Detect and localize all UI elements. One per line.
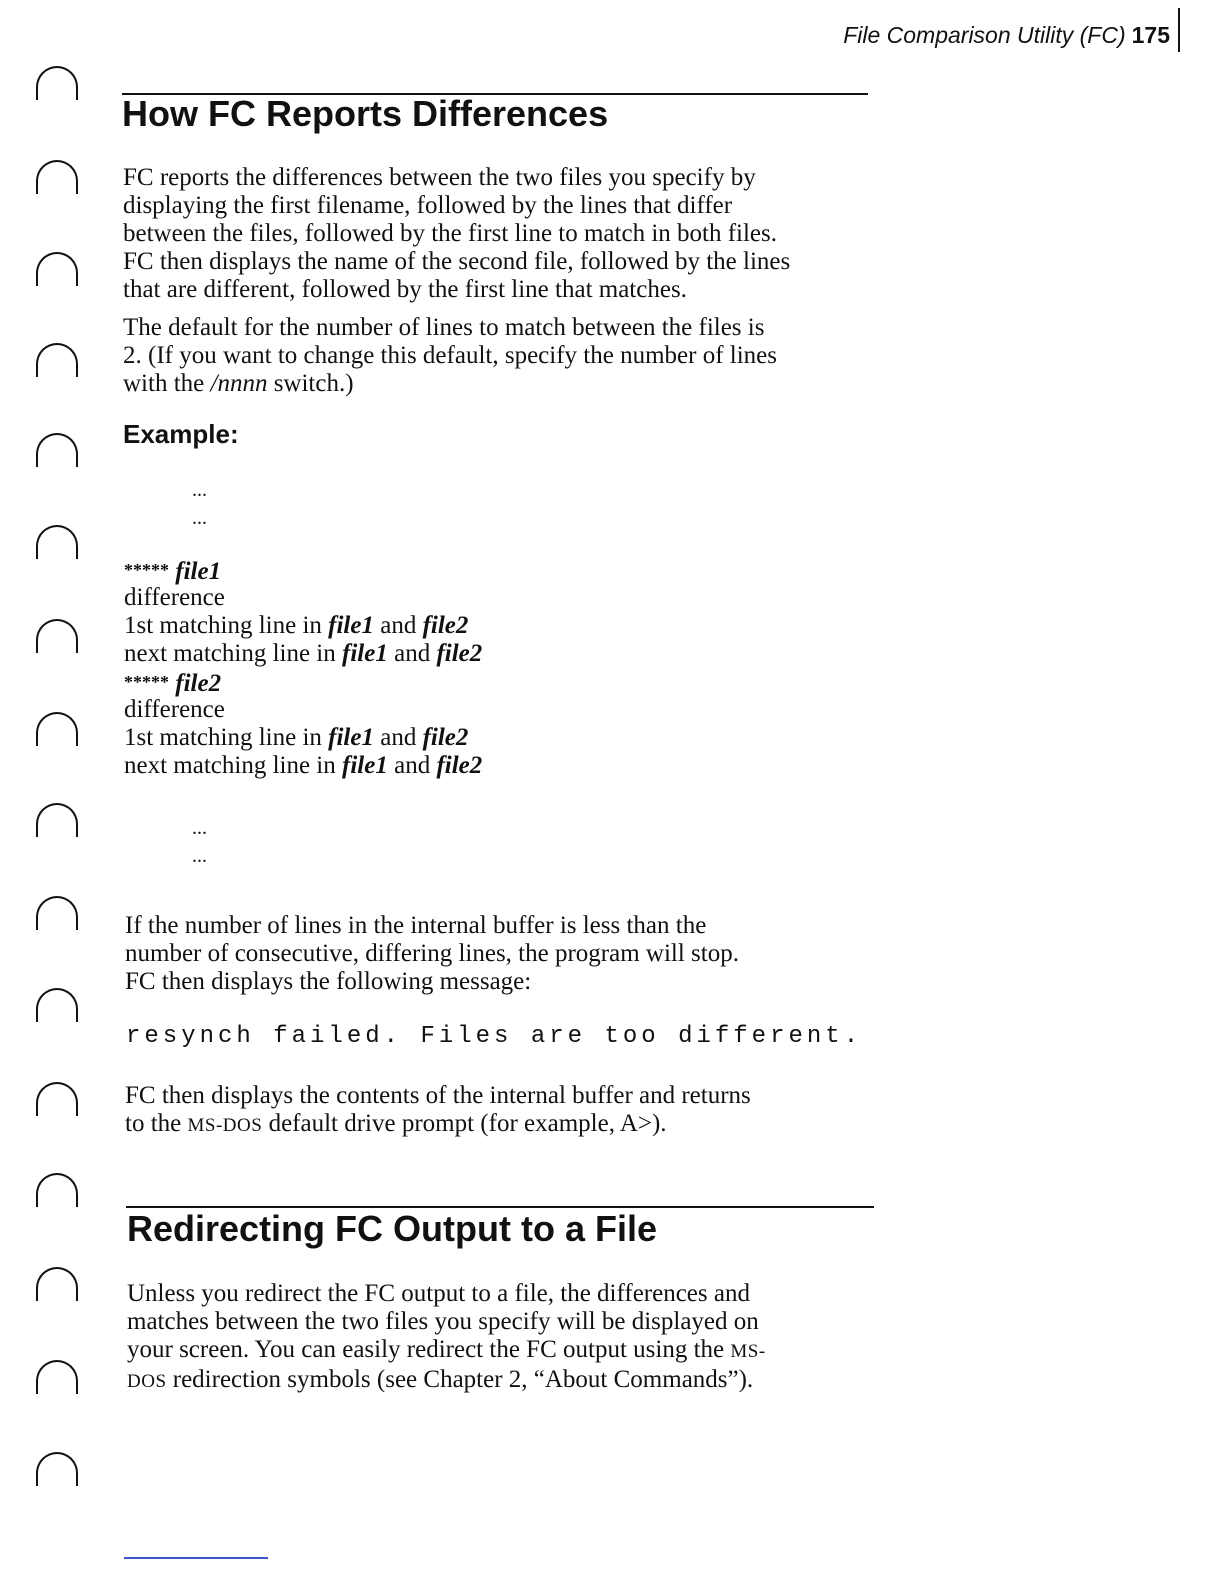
binder-hole-icon bbox=[36, 343, 78, 377]
text-line: matches between the two files you specify will be displayed on bbox=[127, 1308, 759, 1335]
example-line bbox=[124, 612, 468, 640]
text-line: between the files, followed by the first line to match in both files. bbox=[123, 220, 778, 247]
binder-hole-icon bbox=[36, 1360, 78, 1394]
binder-hole-icon bbox=[36, 896, 78, 930]
text: default drive prompt (for example, A>). bbox=[262, 1110, 667, 1137]
redirect-paragraph bbox=[127, 1280, 887, 1396]
example-label: Example: bbox=[123, 419, 239, 449]
text: and bbox=[387, 752, 437, 779]
text: 1st matching line in bbox=[124, 612, 329, 639]
error-message: resynch failed. Files are too different. bbox=[126, 1023, 863, 1050]
text-line: If the number of lines in the internal buffer is less than the bbox=[125, 912, 707, 939]
ellipsis: ... bbox=[192, 845, 207, 867]
text: and bbox=[373, 724, 423, 751]
stars: ***** bbox=[124, 560, 169, 580]
filename: file2 bbox=[436, 640, 483, 667]
contents-paragraph bbox=[125, 1082, 885, 1140]
filename: file1 bbox=[342, 640, 388, 667]
example-line bbox=[124, 668, 221, 698]
binder-hole-icon bbox=[36, 619, 78, 653]
section-heading: How FC Reports Differences bbox=[122, 93, 609, 134]
ellipsis: ... bbox=[192, 817, 207, 839]
text: next matching line in bbox=[124, 752, 343, 779]
binder-hole-icon bbox=[36, 433, 78, 467]
switch-name: /nnnn bbox=[210, 370, 268, 397]
running-header bbox=[843, 20, 1170, 50]
example-line: difference bbox=[124, 696, 225, 723]
ms-dos-label: DOS bbox=[127, 1371, 167, 1392]
text: 1st matching line in bbox=[124, 724, 329, 751]
binder-hole-icon bbox=[36, 525, 78, 559]
binder-hole-icon bbox=[36, 712, 78, 746]
text-line: The default for the number of lines to match between the files is bbox=[123, 314, 765, 341]
text: next matching line in bbox=[124, 640, 343, 667]
binder-hole-icon bbox=[36, 1452, 78, 1486]
text: to the bbox=[125, 1110, 188, 1137]
buffer-paragraph bbox=[125, 912, 885, 996]
text-line: Unless you redirect the FC output to a file, the differences and bbox=[127, 1280, 750, 1307]
default-paragraph bbox=[123, 314, 883, 398]
ellipsis: ... bbox=[192, 479, 207, 501]
intro-paragraph bbox=[123, 164, 883, 304]
binder-hole-icon bbox=[36, 988, 78, 1022]
example-line bbox=[124, 640, 482, 668]
text-line: FC then displays the name of the second file, followed by the lines bbox=[123, 248, 791, 275]
filename: file1 bbox=[342, 752, 388, 779]
text-line: displaying the first filename, followed by the lines that differ bbox=[123, 192, 733, 219]
section-heading: Redirecting FC Output to a File bbox=[127, 1208, 657, 1249]
text: redirection symbols (see Chapter 2, “About Commands”). bbox=[166, 1366, 754, 1393]
ms-dos-label: MS-DOS bbox=[187, 1115, 263, 1136]
binder-hole-icon bbox=[36, 66, 78, 100]
filename: file1 bbox=[328, 724, 374, 751]
text-line: number of consecutive, differing lines, the program will stop. bbox=[125, 940, 739, 967]
filename: file1 bbox=[328, 612, 374, 639]
text-line: switch.) bbox=[267, 370, 354, 397]
text: and bbox=[387, 640, 437, 667]
text: your screen. You can easily redirect the FC output using the bbox=[127, 1336, 731, 1363]
text-line: FC then displays the following message: bbox=[125, 968, 532, 995]
text-line: FC then displays the contents of the internal buffer and returns bbox=[125, 1082, 751, 1109]
footer-rule bbox=[124, 1557, 268, 1559]
binder-hole-icon bbox=[36, 1173, 78, 1207]
ellipsis: ... bbox=[192, 507, 207, 529]
filename: file2 bbox=[175, 670, 222, 697]
ms-dos-label: MS- bbox=[730, 1341, 766, 1362]
binder-hole-icon bbox=[36, 160, 78, 194]
text-line: that are different, followed by the first line that matches. bbox=[123, 276, 687, 303]
filename: file2 bbox=[436, 752, 483, 779]
example-line bbox=[124, 724, 468, 752]
text-line: with the bbox=[123, 370, 211, 397]
text-line: 2. (If you want to change this default, specify the number of lines bbox=[123, 342, 777, 369]
text: and bbox=[373, 612, 423, 639]
example-line bbox=[124, 752, 482, 780]
binder-hole-icon bbox=[36, 1267, 78, 1301]
stars: ***** bbox=[124, 672, 169, 692]
binder-hole-icon bbox=[36, 252, 78, 286]
example-line: difference bbox=[124, 584, 225, 611]
header-title: File Comparison Utility (FC) bbox=[843, 22, 1126, 48]
filename: file1 bbox=[175, 558, 222, 585]
text-line: FC reports the differences between the two files you specify by bbox=[123, 164, 756, 191]
header-rule bbox=[1178, 8, 1180, 52]
binder-hole-icon bbox=[36, 803, 78, 837]
page-number: 175 bbox=[1131, 22, 1170, 48]
filename: file2 bbox=[422, 612, 469, 639]
binder-holes bbox=[36, 0, 86, 1584]
example-line bbox=[124, 556, 221, 586]
binder-hole-icon bbox=[36, 1082, 78, 1116]
filename: file2 bbox=[422, 724, 469, 751]
